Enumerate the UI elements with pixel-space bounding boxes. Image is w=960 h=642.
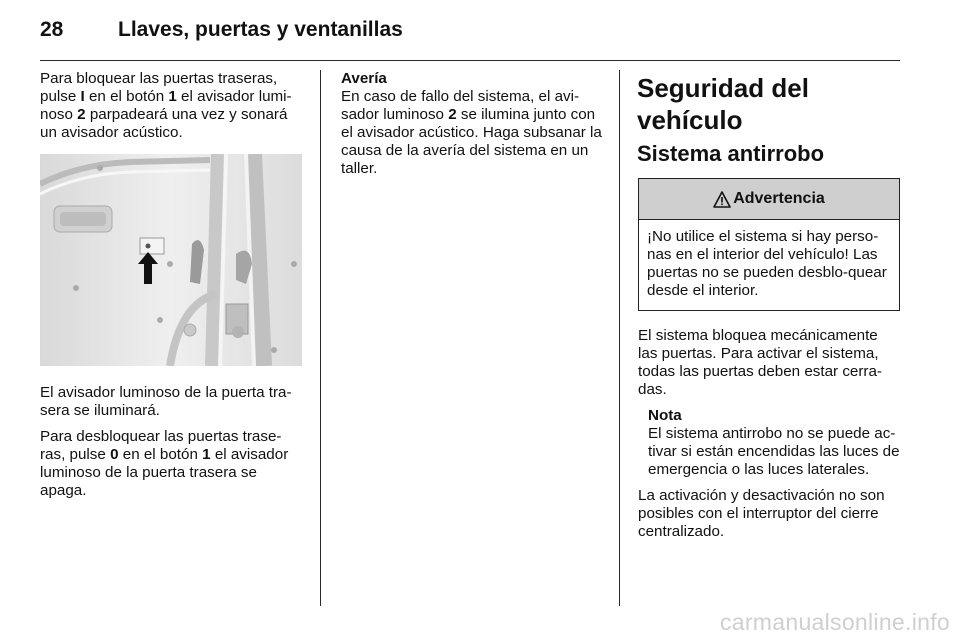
- watermark-logo: carmanualsonline.info: [719, 609, 950, 635]
- section-title: Seguridad del vehículo: [637, 73, 809, 135]
- column-divider-2: [619, 70, 620, 606]
- bold-reference: 1: [168, 88, 177, 105]
- bold-reference: 1: [202, 446, 211, 463]
- warning-text: ¡No utilice el sistema si hay perso-nas en el interior del vehículo! Las puertas no se pueden desblo-quear desde el interior.: [647, 228, 887, 299]
- warning-triangle-icon: [713, 191, 731, 208]
- section-heading-failure: Avería: [341, 70, 387, 87]
- warning-header: [639, 179, 899, 220]
- warning-title: Advertencia: [733, 190, 825, 207]
- rear-door-illustration: [40, 154, 302, 366]
- column-2: [341, 70, 604, 186]
- note-box: [648, 407, 900, 479]
- paragraph-central-locking: La activación y desactivación no son posibles con el interruptor del cierre centralizado.: [638, 487, 885, 540]
- rear-door-image: [40, 154, 302, 366]
- page-number: 28: [40, 18, 64, 41]
- paragraph-indicator-lit: El avisador luminoso de la puerta tra-sera se iluminará.: [40, 384, 292, 419]
- bold-reference: 0: [110, 446, 119, 463]
- page-header: [40, 18, 900, 61]
- chapter-title: Llaves, puertas y ventanillas: [118, 18, 403, 41]
- bold-reference: 2: [448, 106, 457, 123]
- paragraph-unlock-rear-doors: Para desbloquear las puertas trase-ras, pulse 0 en el botón 1 el avisador luminoso de la puerta trasera se apaga.: [40, 428, 289, 499]
- warning-box: [638, 178, 900, 311]
- column-3: [638, 70, 900, 549]
- paragraph-lock-rear-doors: Para bloquear las puertas traseras, pulse I en el botón 1 el avisador lumi-noso 2 parpadeará una vez y sonará un avisador acústico.: [40, 70, 292, 141]
- paragraph-failure: En caso de fallo del sistema, el avi-sador luminoso 2 se ilumina junto con el avisador acústico. Haga subsanar la causa de la avería del sistema en un taller.: [341, 88, 602, 177]
- bold-reference: I: [80, 88, 85, 105]
- note-text: El sistema antirrobo no se puede ac-tivar si están encendidas las luces de emergencia o las luces laterales.: [648, 425, 900, 478]
- column-divider-1: [320, 70, 321, 606]
- bold-reference: 2: [77, 106, 86, 123]
- column-1: [40, 70, 302, 508]
- note-title: Nota: [648, 407, 682, 424]
- subsection-title: Sistema antirrobo: [637, 141, 825, 166]
- paragraph-system-locks: El sistema bloquea mecánicamente las puertas. Para activar el sistema, todas las puertas deben estar cerra-das.: [638, 327, 882, 398]
